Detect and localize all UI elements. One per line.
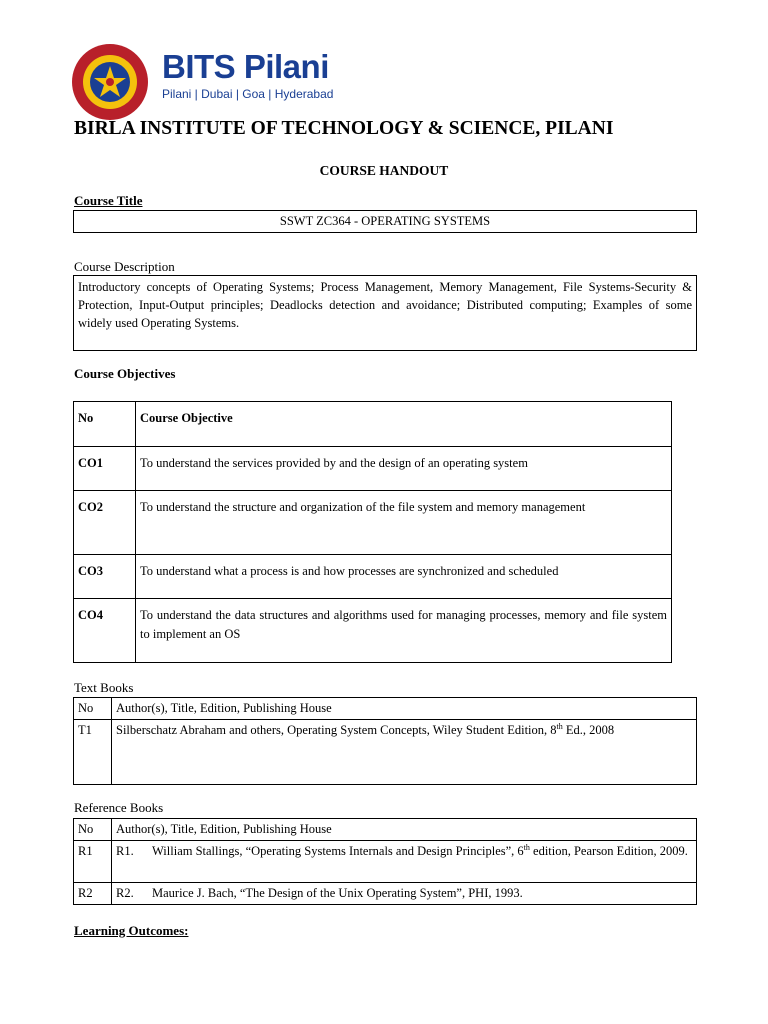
course-objectives-label: Course Objectives <box>74 366 176 381</box>
table-header-row <box>74 698 697 720</box>
table-row <box>74 491 672 555</box>
objective-text: To understand the data structures and algorithms used for managing processes, memory and file system to implement an OS <box>136 599 672 663</box>
table-row <box>74 599 672 663</box>
course-description-text: Introductory concepts of Operating Systems; Process Management, Memory Management, File Systems-Security & Protection, Input-Output principles; Deadlocks detection and avoidance; Distributed computing; Examples of some widely used Operating Systems. <box>73 275 697 351</box>
book-text: William Stallings, “Operating Systems Internals and Design Principles”, 6 <box>152 844 524 858</box>
course-objectives-table <box>73 401 672 663</box>
table-row <box>74 555 672 599</box>
book-no: R1 <box>74 841 112 883</box>
document-title: COURSE HANDOUT <box>319 163 449 178</box>
book-text-cont: Ed., 2008 <box>562 723 615 737</box>
objective-text: To understand the structure and organization of the file system and memory management <box>136 491 672 555</box>
course-description-label: Course Description <box>74 259 175 274</box>
book-details-header: Author(s), Title, Edition, Publishing House <box>112 819 697 841</box>
course-title-value: SSWT ZC364 - OPERATING SYSTEMS <box>73 210 697 233</box>
table-header-row <box>74 402 672 447</box>
bits-logo <box>70 42 334 122</box>
reference-number: R2. <box>116 886 134 900</box>
book-details-header: Author(s), Title, Edition, Publishing House <box>112 698 697 720</box>
objective-no: CO3 <box>74 555 136 599</box>
objective-text: To understand what a process is and how processes are synchronized and scheduled <box>136 555 672 599</box>
reference-books-label: Reference Books <box>74 800 164 815</box>
objective-no: CO2 <box>74 491 136 555</box>
book-text: Silberschatz Abraham and others, Operating System Concepts, Wiley Student Edition, 8 <box>116 723 557 737</box>
learning-outcomes-label: Learning Outcomes: <box>74 923 189 938</box>
objective-text: To understand the services provided by and the design of an operating system <box>136 447 672 491</box>
objective-no-header: No <box>74 402 136 447</box>
edition-superscript: th <box>556 721 563 731</box>
objective-no: CO1 <box>74 447 136 491</box>
table-row <box>74 447 672 491</box>
book-no-header: No <box>74 698 112 720</box>
brand-campuses: Pilani | Dubai | Goa | Hyderabad <box>162 87 334 101</box>
reference-books-table <box>73 818 697 905</box>
institute-seal <box>70 42 150 122</box>
brand-name: BITS Pilani <box>162 48 329 85</box>
book-no-header: No <box>74 819 112 841</box>
objective-header: Course Objective <box>136 402 672 447</box>
institute-name: BIRLA INSTITUTE OF TECHNOLOGY & SCIENCE, PILANI <box>74 118 614 139</box>
brand-block <box>162 50 333 101</box>
table-row <box>74 720 697 785</box>
reference-number: R1. <box>116 844 134 858</box>
table-header-row <box>74 819 697 841</box>
book-no: R2 <box>74 883 112 905</box>
table-row <box>74 883 697 905</box>
text-books-table <box>73 697 697 785</box>
table-row <box>74 841 697 883</box>
edition-superscript: th <box>523 842 530 852</box>
book-text-cont: edition, Pearson Edition, 2009. <box>529 844 688 858</box>
book-details <box>112 720 697 785</box>
book-text: Maurice J. Bach, “The Design of the Unix Operating System”, PHI, 1993. <box>152 886 523 900</box>
course-title-label: Course Title <box>74 193 143 208</box>
book-no: T1 <box>74 720 112 785</box>
objective-no: CO4 <box>74 599 136 663</box>
text-books-label: Text Books <box>74 680 134 695</box>
book-details <box>112 841 697 883</box>
book-details <box>112 883 697 905</box>
